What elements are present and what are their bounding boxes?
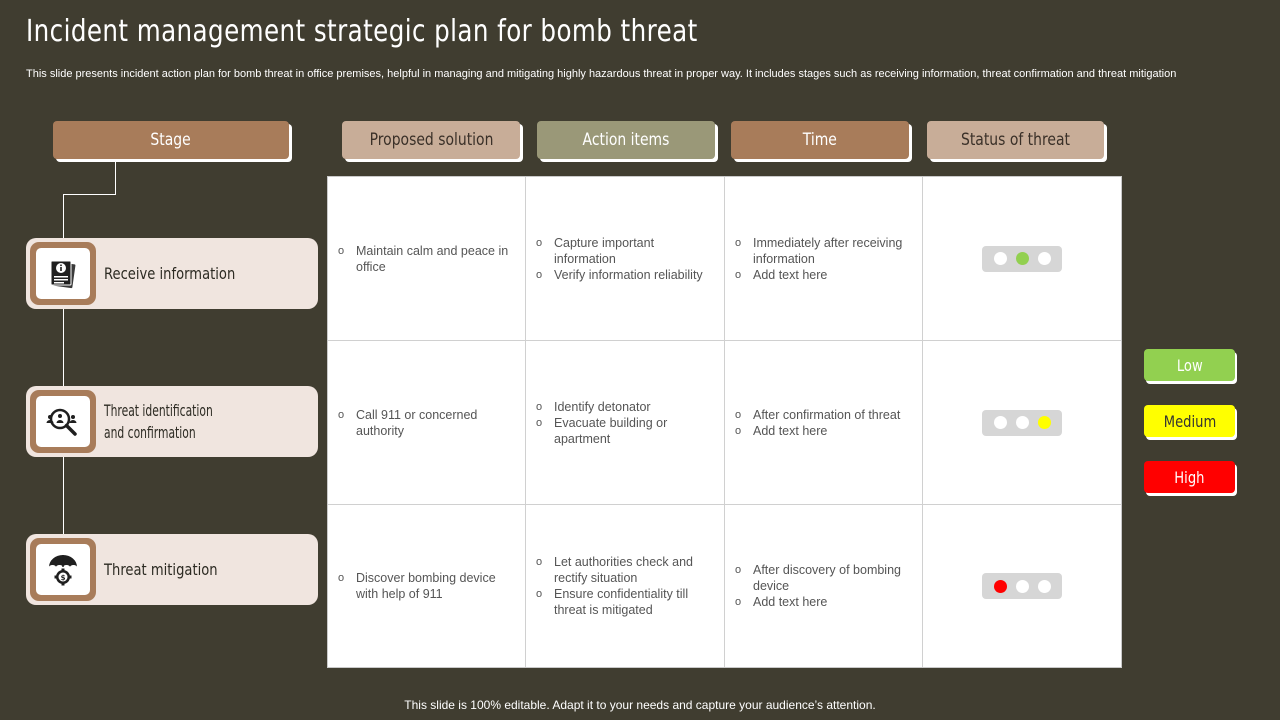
connector-line <box>115 160 116 195</box>
bullet-item: o Evacuate building or apartment <box>536 415 716 447</box>
bullet-list <box>338 570 517 602</box>
stage-receive-information <box>26 238 318 309</box>
table-cell-time <box>725 505 923 667</box>
bullet-item: o Add text here <box>735 267 914 283</box>
status-dot <box>1038 252 1051 265</box>
page-title: Incident management strategic plan for bomb threat <box>26 14 698 49</box>
bullet-item: o Let authorities check and rectify situation <box>536 554 716 586</box>
bullet-item: o Immediately after receiving information <box>735 235 914 267</box>
bullet-list <box>735 407 900 439</box>
bullet-list <box>536 235 716 283</box>
bullet-list <box>536 399 716 447</box>
umbrella-gear-icon <box>36 544 90 595</box>
stage-icon-frame <box>30 390 96 453</box>
table-cell-status <box>923 505 1121 667</box>
table-cell-status <box>923 177 1121 341</box>
status-dot <box>1038 580 1051 593</box>
threat-status-indicator <box>982 410 1062 436</box>
bullet-list <box>338 243 517 275</box>
stage-label-text: Threat mitigation <box>104 559 218 579</box>
bullet-item: o Maintain calm and peace in office <box>338 243 517 275</box>
table-cell-action <box>526 505 725 667</box>
status-dot <box>1038 416 1051 429</box>
bullet-list <box>338 407 517 439</box>
stage-label <box>104 238 264 309</box>
stage-label-line2: and confirmation <box>104 422 196 442</box>
table-cell-action <box>526 177 725 341</box>
plan-table <box>327 176 1122 668</box>
bullet-item: o After confirmation of threat <box>735 407 900 423</box>
bullet-item: o Ensure confidentiality till threat is mitigated <box>536 586 716 618</box>
bullet-item: o Add text here <box>735 423 900 439</box>
threat-status-indicator <box>982 246 1062 272</box>
svg-text:$: $ <box>60 573 66 582</box>
header-status-label: Status of threat <box>960 130 1071 150</box>
header-status-of-threat <box>927 121 1104 159</box>
header-action-items <box>537 121 715 159</box>
stage-label-line1: Threat identification <box>104 400 213 420</box>
table-cell-time <box>725 177 923 341</box>
table-cell-proposed <box>328 505 526 667</box>
stage-icon-frame <box>30 538 96 601</box>
bullet-item: o Add text here <box>735 594 914 610</box>
bullet-item: o Capture important information <box>536 235 716 267</box>
table-cell-status <box>923 341 1121 505</box>
stage-label-text: Receive information <box>104 263 236 283</box>
info-document-icon <box>36 248 90 299</box>
header-time <box>731 121 909 159</box>
header-action-label: Action items <box>582 130 670 150</box>
stage-icon-frame <box>30 242 96 305</box>
bullet-item: o Verify information reliability <box>536 267 716 283</box>
status-dot <box>1016 580 1029 593</box>
table-cell-proposed <box>328 177 526 341</box>
legend-medium <box>1144 405 1235 437</box>
bullet-item: o Call 911 or concerned authority <box>338 407 517 439</box>
connector-line <box>63 194 116 195</box>
bullet-item: o Identify detonator <box>536 399 716 415</box>
threat-status-indicator <box>982 573 1062 599</box>
header-stage <box>53 121 289 159</box>
legend-medium-label: Medium <box>1163 411 1216 431</box>
people-magnifier-icon <box>36 396 90 447</box>
stage-label <box>104 534 243 605</box>
legend-high <box>1144 461 1235 493</box>
status-dot <box>1016 252 1029 265</box>
bullet-list <box>735 562 914 610</box>
legend-low-label: Low <box>1176 355 1203 375</box>
legend-high-label: High <box>1174 467 1205 487</box>
footer-note: This slide is 100% editable. Adapt it to your needs and capture your audience’s attention. <box>404 698 876 712</box>
bullet-list <box>536 554 716 618</box>
status-dot <box>994 580 1007 593</box>
stage-label-text <box>104 400 237 444</box>
page-subtitle: This slide presents incident action plan for bomb threat in office premises, helpful in managing and mitigating highly hazardous threat in proper way. It includes stages such as receiving information, threat confirmation and threat mitigation <box>26 68 1177 80</box>
header-time-label: Time <box>802 130 838 150</box>
bullet-item: o After discovery of bombing device <box>735 562 914 594</box>
bullet-item: o Discover bombing device with help of 911 <box>338 570 517 602</box>
table-cell-time <box>725 341 923 505</box>
stage-label <box>104 386 266 457</box>
header-stage-label: Stage <box>150 130 192 150</box>
bullet-list <box>735 235 914 283</box>
stage-threat-mitigation <box>26 534 318 605</box>
status-dot <box>1016 416 1029 429</box>
status-dot <box>994 416 1007 429</box>
legend-low <box>1144 349 1235 381</box>
stage-threat-identification <box>26 386 318 457</box>
table-cell-action <box>526 341 725 505</box>
header-proposed-solution <box>342 121 520 159</box>
status-dot <box>994 252 1007 265</box>
table-cell-proposed <box>328 341 526 505</box>
header-proposed-label: Proposed solution <box>369 130 493 150</box>
